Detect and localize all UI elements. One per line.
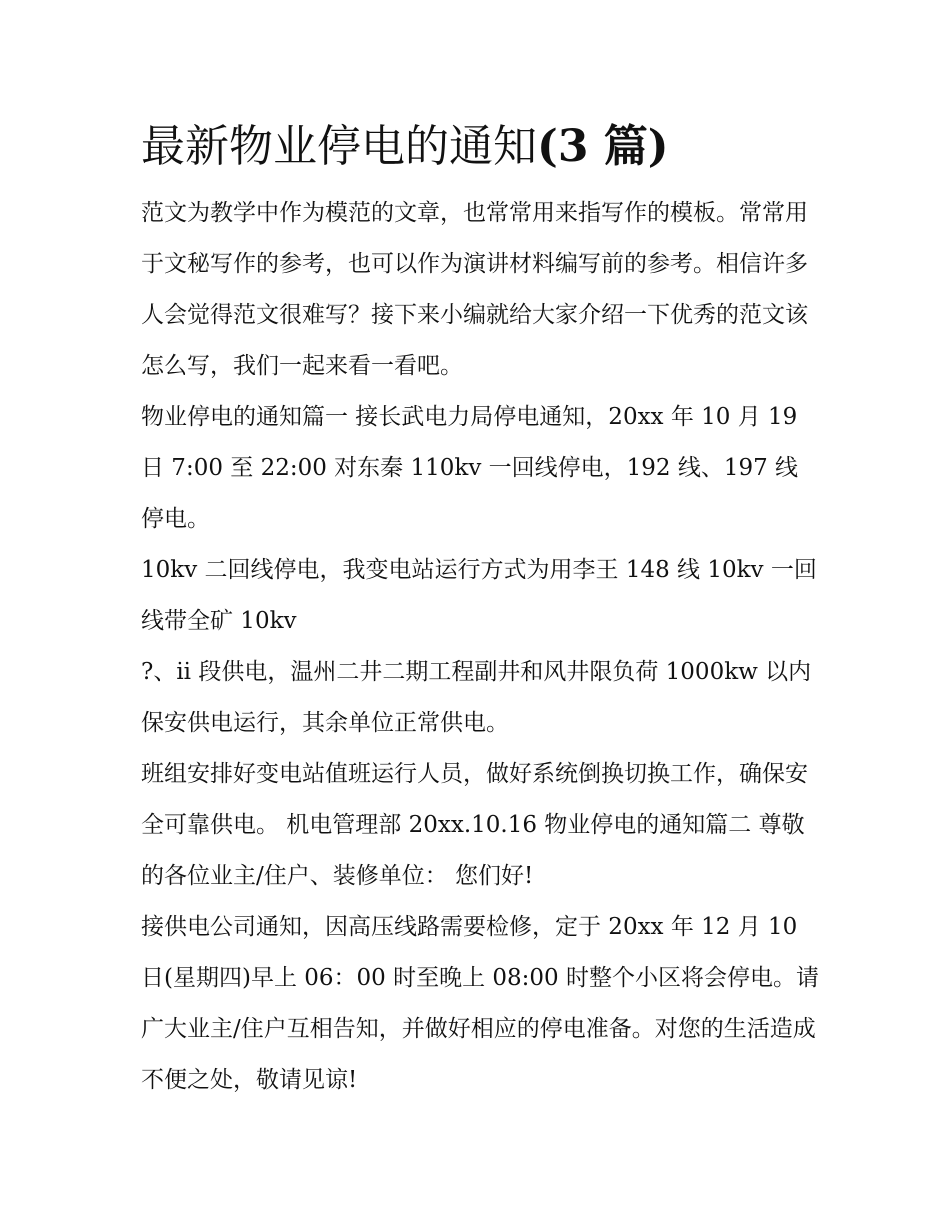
document-title (141, 112, 821, 182)
title-main: 最新物业停电的通知 (141, 121, 537, 172)
paragraph-notice-two: 接供电公司通知，因高压线路需要检修，定于 20xx 年 12 月 10 日(星期四)早上 06：00 时至晚上 08:00 时整个小区将会停电。请广大业主/住户互相告知，并做好相应的停电准备。对您的生活造成不便之处，敬请见谅! (141, 914, 820, 1093)
paragraph-power-supply: ?、ii 段供电，温州二井二期工程副井和风井限负荷 1000kw 以内保安供电运行，其余单位正常供电。 (141, 659, 812, 736)
paragraph-staffing: 班组安排好变电站值班运行人员，做好系统倒换切换工作，确保安全可靠供电。 机电管理部 20xx.10.16 物业停电的通知篇二 尊敬的各位业主/住户、装修单位： 您们好! (141, 761, 808, 889)
paragraph-line-outage: 10kv 二回线停电，我变电站运行方式为用李王 148 线 10kv 一回线带全矿 10kv (141, 557, 817, 634)
paragraph-intro: 范文为教学中作为模范的文章，也常常用来指写作的模板。常常用于文秘写作的参考，也可以作为演讲材料编写前的参考。相信许多人会觉得范文很难写？接下来小编就给大家介绍一下优秀的范文该怎么写，我们一起来看一看吧。 (141, 200, 808, 379)
document-body (141, 112, 821, 1106)
paragraph-notice-one: 物业停电的通知篇一 接长武电力局停电通知，20xx 年 10 月 19 日 7:00 至 22:00 对东秦 110kv 一回线停电，192 线、197 线停电。 (141, 404, 799, 532)
title-suffix: (3 篇) (537, 121, 669, 172)
